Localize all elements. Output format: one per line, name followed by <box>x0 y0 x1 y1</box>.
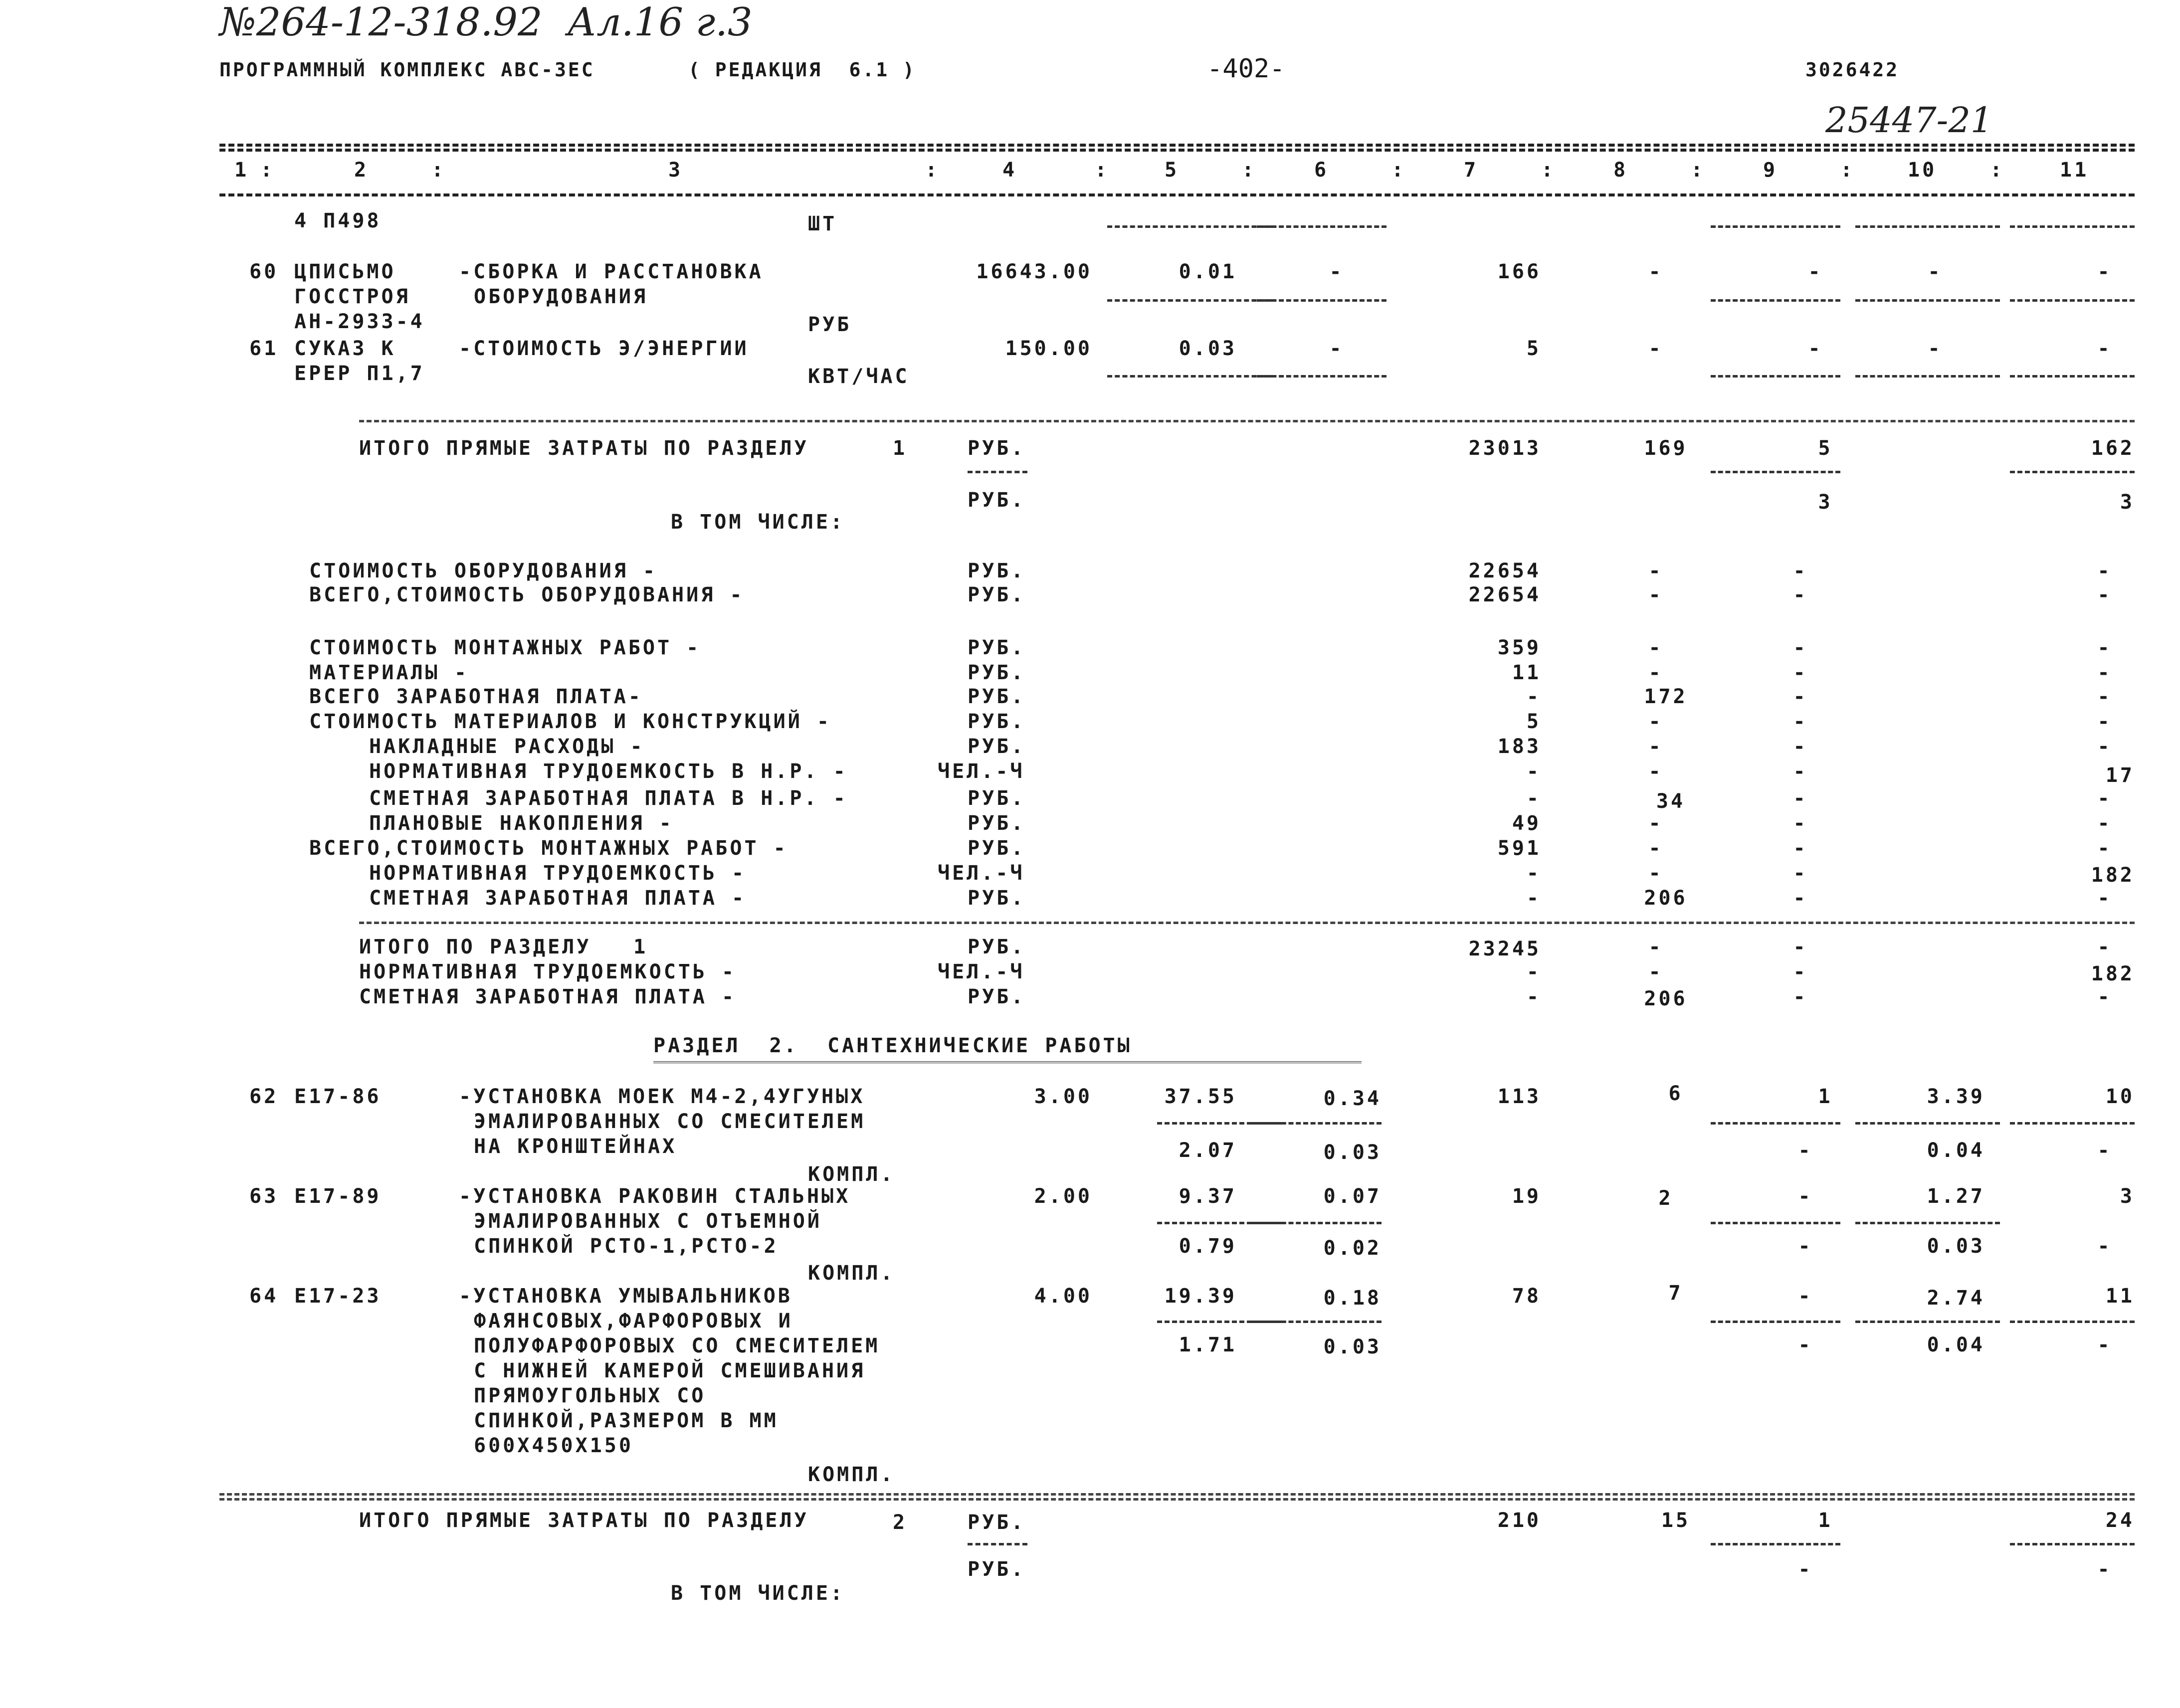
handwritten-ref: №264-12-318.92 Ал.16 г.3 <box>219 0 753 45</box>
section-2-underline <box>653 1061 1362 1063</box>
col-6: 6 <box>1314 159 1329 182</box>
col-7: 7 <box>1464 159 1479 182</box>
col-4: 4 <box>1002 159 1017 182</box>
totals-unit: РУБ. <box>968 437 1026 460</box>
rule-top <box>219 144 2135 147</box>
totals-c11: 162 <box>2091 437 2135 460</box>
row-code: СУКАЗ К <box>294 337 396 360</box>
col-11: 11 <box>2060 159 2089 182</box>
totals-unit-2: РУБ. <box>968 489 1026 512</box>
rule-header <box>219 193 2135 196</box>
row-qty: 16643.00 <box>976 260 1092 283</box>
row-c6: - <box>1329 337 1344 360</box>
row-c10: - <box>1928 337 1943 360</box>
row-code-2: ГОССТРОЯ <box>294 285 410 308</box>
section-2-title: РАЗДЕЛ 2. САНТЕХНИЧЕСКИЕ РАБОТЫ <box>653 1034 1132 1057</box>
col-9: 9 <box>1763 159 1778 182</box>
row-unit: КВТ/ЧАС <box>808 365 910 388</box>
row-code-2: ЕРЕР П1,7 <box>294 362 425 385</box>
totals-c9: 5 <box>1818 437 1833 460</box>
row-c8: - <box>1648 260 1663 283</box>
row-name-2: ОБОРУДОВАНИЯ <box>474 285 648 308</box>
row-c10: - <box>1928 260 1943 283</box>
row-c7: 5 <box>1526 337 1541 360</box>
row-unit: ШТ <box>808 212 837 235</box>
col-2: 2 <box>354 159 369 182</box>
row-num: 61 <box>249 337 279 360</box>
row-c5: 0.03 <box>1179 337 1237 360</box>
program-name: ПРОГРАММНЫЙ КОМПЛЕКС АВС-3ЕС <box>219 59 595 81</box>
rule-top-2 <box>219 149 2135 152</box>
row-code: ЦПИСЬМО <box>294 260 396 283</box>
totals-label: ИТОГО ПРЯМЫЕ ЗАТРАТЫ ПО РАЗДЕЛУ <box>359 437 809 460</box>
doc-code: 3026422 <box>1805 59 1900 81</box>
row-unit: РУБ <box>808 313 852 336</box>
col-3: 3 <box>668 159 683 182</box>
row-c11: - <box>2097 337 2112 360</box>
totals-including: В ТОМ ЧИСЛЕ: <box>671 511 845 534</box>
col-10: 10 <box>1908 159 1937 182</box>
row-name: -СБОРКА И РАССТАНОВКА <box>459 260 764 283</box>
totals-c7: 23013 <box>1468 437 1541 460</box>
totals-section-number: 1 <box>893 437 908 460</box>
row-num: 60 <box>249 260 279 283</box>
totals-c11b: 3 <box>2120 491 2135 514</box>
row-c6: - <box>1329 260 1344 283</box>
col-1: 1 <box>234 159 249 182</box>
row-code-3: АН-2933-4 <box>294 310 425 333</box>
handwritten-number: 25447-21 <box>1825 100 1993 141</box>
row-c11: - <box>2097 260 2112 283</box>
row-c9: - <box>1808 260 1823 283</box>
totals-c8: 169 <box>1644 437 1688 460</box>
totals-c9b: 3 <box>1818 491 1833 514</box>
row-c8: - <box>1648 337 1663 360</box>
row-name: -СТОИМОСТЬ Э/ЭНЕРГИИ <box>459 337 749 360</box>
col-5: 5 <box>1165 159 1180 182</box>
row-c7: 166 <box>1497 260 1541 283</box>
row-code: 4 П498 <box>294 209 382 232</box>
page-number: -402- <box>1207 54 1285 84</box>
col-8: 8 <box>1613 159 1628 182</box>
edition: ( РЕДАКЦИЯ 6.1 ) <box>688 59 916 81</box>
row-qty: 150.00 <box>1005 337 1092 360</box>
row-c5: 0.01 <box>1179 260 1237 283</box>
row-c9: - <box>1808 337 1823 360</box>
